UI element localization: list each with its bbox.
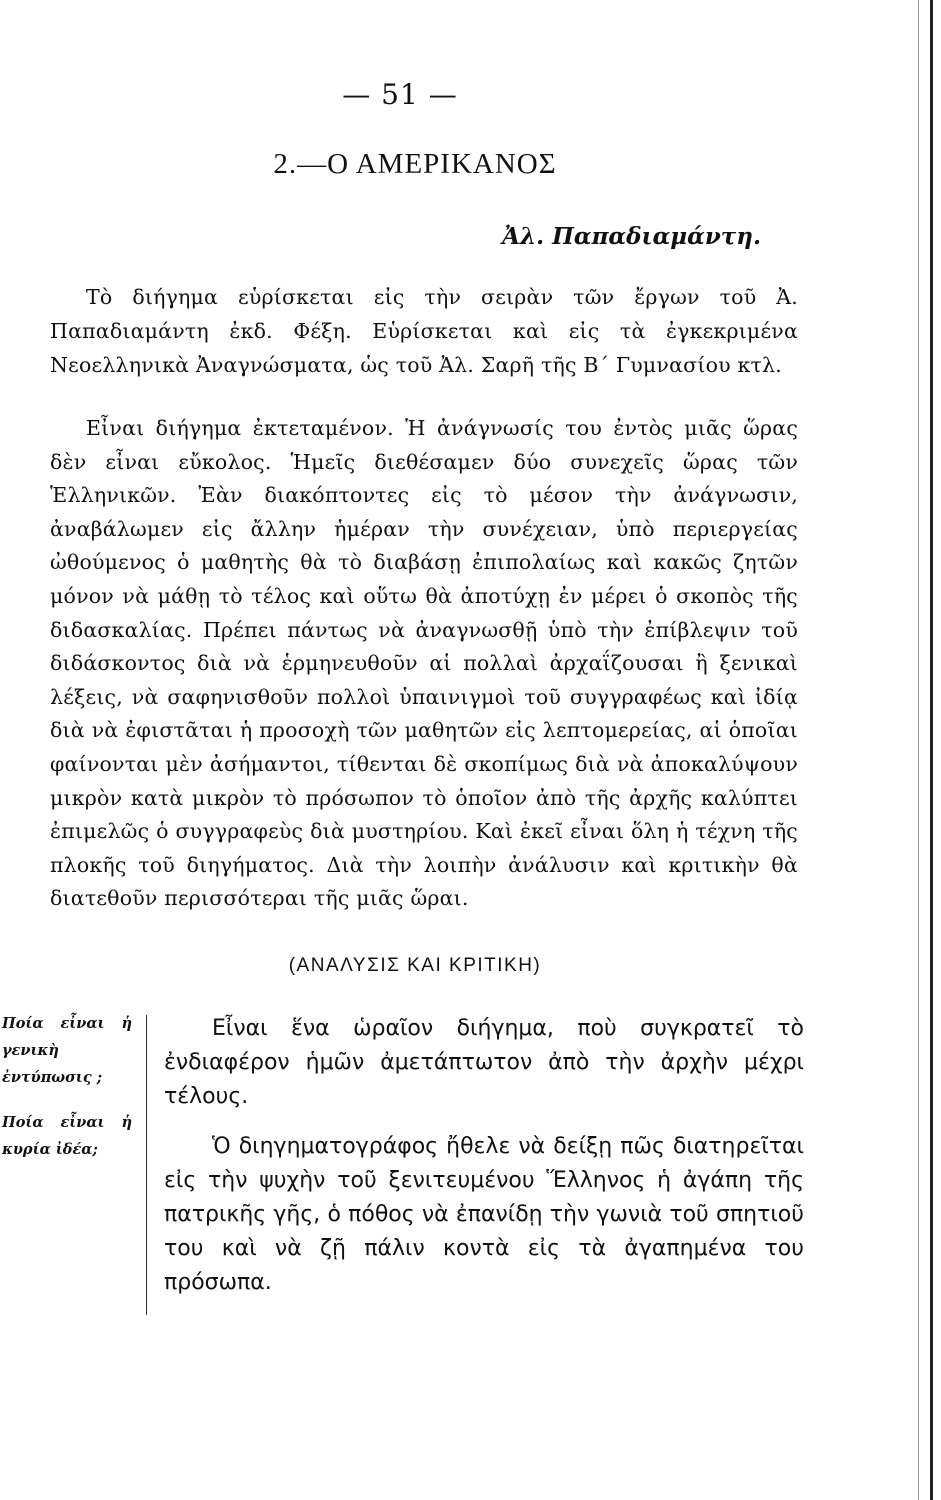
analysis-paragraph-2: Ὁ διηγηματογράφος ἤθελε νὰ δείξῃ πῶς διατηρεῖται εἰς τὴν ψυχὴν τοῦ ξενιτευμένου Ἕλληνος ἡ ἀγάπη τῆς πατρικῆς γῆς, ὁ πόθος νὰ ἐπανίδῃ τὴν γωνιὰ τοῦ σπητιοῦ του καὶ νὰ ζῇ πάλιν κοντὰ εἰς τὰ ἀγαπημένα του πρόσωπα.: [164, 1134, 804, 1295]
page-edge-line: [930, 0, 933, 1500]
author-attribution: Ἀλ. Παπαδιαμάντη.: [502, 223, 761, 250]
margin-divider: [146, 1015, 147, 1315]
margin-note-main-idea: Ποία εἶναι ἡ κυρία ἰδέα;: [2, 1114, 132, 1158]
margin-note-impression: Ποία εἶναι ἡ γενικὴ ἐντύπωσις ;: [2, 1015, 132, 1086]
intro-paragraph: Τὸ διήγημα εὑρίσκεται εἰς τὴν σειρὰν τῶν ἔργων τοῦ Ἀ. Παπαδιαμάντη ἐκδ. Φέξη. Εὑρίσκεται καὶ εἰς τὰ ἐγκεκριμένα Νεοελληνικὰ Ἀναγνώσματα, ὡς τοῦ Ἀλ. Σαρῆ τῆς Β΄ Γυμνασίου κτλ.: [50, 285, 798, 377]
page-edge-shadow: [918, 0, 919, 1500]
analysis-paragraph-1: Εἶναι ἕνα ὡραῖον διήγημα, ποὺ συγκρατεῖ τὸ ἐνδιαφέρον ἡμῶν ἀμετάπτωτον ἀπὸ τὴν ἀρχὴν μέχρι τέλους.: [164, 1016, 804, 1109]
chapter-title: 2.—Ο ΑΜΕΡΙΚΑΝΟΣ: [273, 148, 557, 180]
margin-notes: [0, 1010, 132, 1181]
section-heading: (ΑΝΑΛΥΣΙΣ ΚΑΙ ΚΡΙΤΙΚΗ): [288, 955, 542, 976]
page-number: — 51 —: [342, 78, 458, 111]
main-paragraph: Εἶναι διήγημα ἐκτεταμένον. Ἡ ἀνάγνωσίς του ἐντὸς μιᾶς ὥρας δὲν εἶναι εὔκολος. Ἡμεῖς διεθέσαμεν δύο συνεχεῖς ὥρας τῶν Ἑλληνικῶν. Ἐὰν διακόπτοντες εἰς τὸ μέσον τὴν ἀνάγνωσιν, ἀναβάλωμεν εἰς ἄλλην ἡμέραν τὴν συνέχειαν, ὑπὸ περιεργείας ὠθούμενος ὁ μαθητὴς θὰ τὸ διαβάσῃ ἐπιπολαίως καὶ κακῶς ζητῶν μόνον νὰ μάθῃ τὸ τέλος καὶ οὕτω θὰ ἀποτύχῃ ἐν μέρει ὁ σκοπὸς τῆς διδασκαλίας. Πρέπει πάντως νὰ ἀναγνωσθῇ ὑπὸ τὴν ἐπίβλεψιν τοῦ διδάσκοντος διὰ νὰ ἑρμηνευθοῦν αἱ πολλαὶ ἀρχαΐζουσαι ἢ ξενικαὶ λέξεις, νὰ σαφηνισθοῦν πολλοὶ ὑπαινιγμοὶ τοῦ συγγραφέως καὶ ἰδίᾳ διὰ νὰ ἐφιστᾶται ἡ προσοχὴ τῶν μαθητῶν εἰς λεπτομερείας, αἱ ὁποῖαι φαίνονται μὲν ἀσήμαντοι, τίθενται δὲ σκοπίμως διὰ νὰ ἀποκαλύψουν μικρὸν κατὰ μικρὸν τὸ πρόσωπον τὸ ὁποῖον ἀπὸ τῆς ἀρχῆς καλύπτει ἐπιμελῶς ὁ συγγραφεὺς διὰ μυστηρίου. Καὶ ἐκεῖ εἶναι ὅλη ἡ τέχνη τῆς πλοκῆς τοῦ διηγήματος. Διὰ τὴν λοιπὴν ἀνάλυσιν καὶ κριτικὴν θὰ διατεθοῦν περισσότεραι τῆς μιᾶς ὥραι.: [50, 416, 798, 911]
